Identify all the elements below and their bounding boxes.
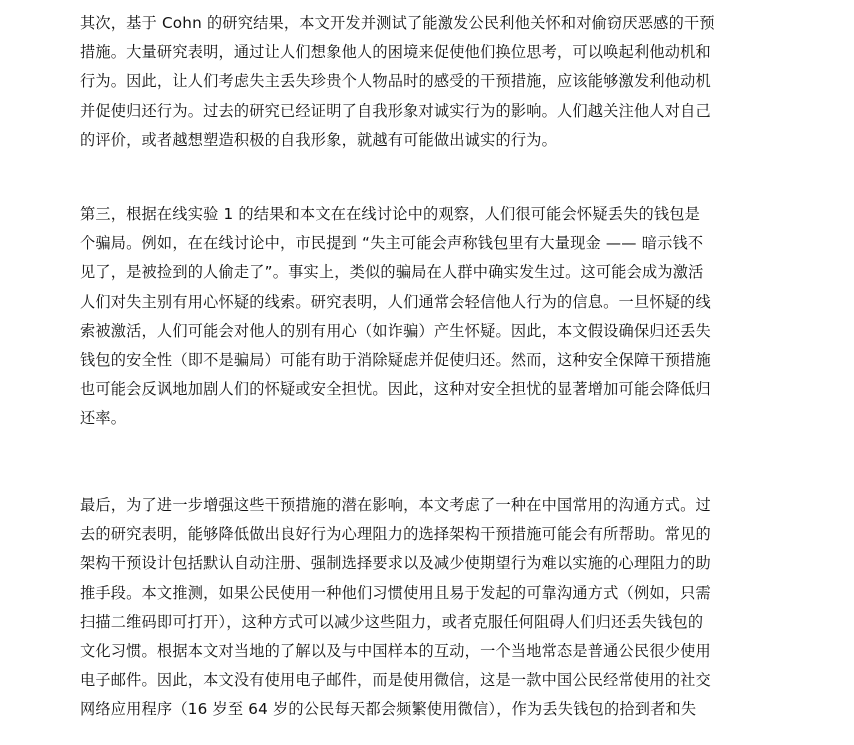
text-line: 电子邮件。因此，本文没有使用电子邮件，而是使用微信，这是一款中国公民经常使用的社交 <box>80 671 711 690</box>
text-line: 的评价，或者越想塑造积极的自我形象，就越有可能做出诚实的行为。 <box>80 130 558 149</box>
text-line: 措施。大量研究表明，通过让人们想象他人的困境来促使他们换位思考，可以唤起利他动机和 <box>80 43 711 62</box>
text-line: 也可能会反讽地加剧人们的怀疑或安全担忧。因此，这种对安全担忧的显著增加可能会降低归 <box>80 380 711 399</box>
text-line: 索被激活，人们可能会对他人的别有用心（如诈骗）产生怀疑。因此，本文假设确保归还丢失 <box>80 321 711 340</box>
text-line: 推手段。本文推测，如果公民使用一种他们习惯使用且易于发起的可靠沟通方式（例如，只需 <box>80 583 711 602</box>
text-line: 钱包的安全性（即不是骗局）可能有助于消除疑虑并促使归还。然而，这种安全保障干预措施 <box>80 350 711 369</box>
text-line: 并促使归还行为。过去的研究已经证明了自我形象对诚实行为的影响。人们越关注他人对自己 <box>80 101 711 120</box>
text-line: 还率。 <box>80 409 127 428</box>
text-line: 第三，根据在线实验 1 的结果和本文在在线讨论中的观察，人们很可能会怀疑丢失的钱包是 <box>80 205 701 223</box>
paragraph-2 <box>80 200 770 434</box>
text-line: 最后，为了进一步增强这些干预措施的潜在影响，本文考虑了一种在中国常用的沟通方式。过 <box>80 496 711 514</box>
text-line: 见了，是被捡到的人偷走了”。事实上，类似的骗局在人群中确实发生过。这可能会成为激活 <box>80 263 704 282</box>
paragraph-3 <box>80 491 770 725</box>
text-line: 个骗局。例如，在在线讨论中，市民提到 “失主可能会声称钱包里有大量现金 —— 暗示钱不 <box>80 234 704 253</box>
text-line: 去的研究表明，能够降低做出良好行为心理阻力的选择架构干预措施可能会有所帮助。常见的 <box>80 525 711 544</box>
text-line: 行为。因此，让人们考虑失主丢失珍贵个人物品时的感受的干预措施，应该能够激发利他动机 <box>80 72 711 91</box>
text-line: 其次，基于 Cohn 的研究结果，本文开发并测试了能激发公民利他关怀和对偷窃厌恶感的干预 <box>80 14 715 32</box>
text-line: 人们对失主别有用心怀疑的线索。研究表明，人们通常会轻信他人行为的信息。一旦怀疑的线 <box>80 292 711 311</box>
text-line: 架构干预设计包括默认自动注册、强制选择要求以及减少使期望行为难以实施的心理阻力的助 <box>80 554 711 573</box>
paragraph-1 <box>80 9 770 155</box>
text-line: 文化习惯。根据本文对当地的了解以及与中国样本的互动，一个当地常态是普通公民很少使用 <box>80 641 711 660</box>
text-line: 扫描二维码即可打开），这种方式可以减少这些阻力，或者克服任何阻碍人们归还丢失钱包的 <box>80 612 704 631</box>
text-line: 网络应用程序（16 岁至 64 岁的公民每天都会频繁使用微信），作为丢失钱包的拾到者和失 <box>80 700 697 719</box>
